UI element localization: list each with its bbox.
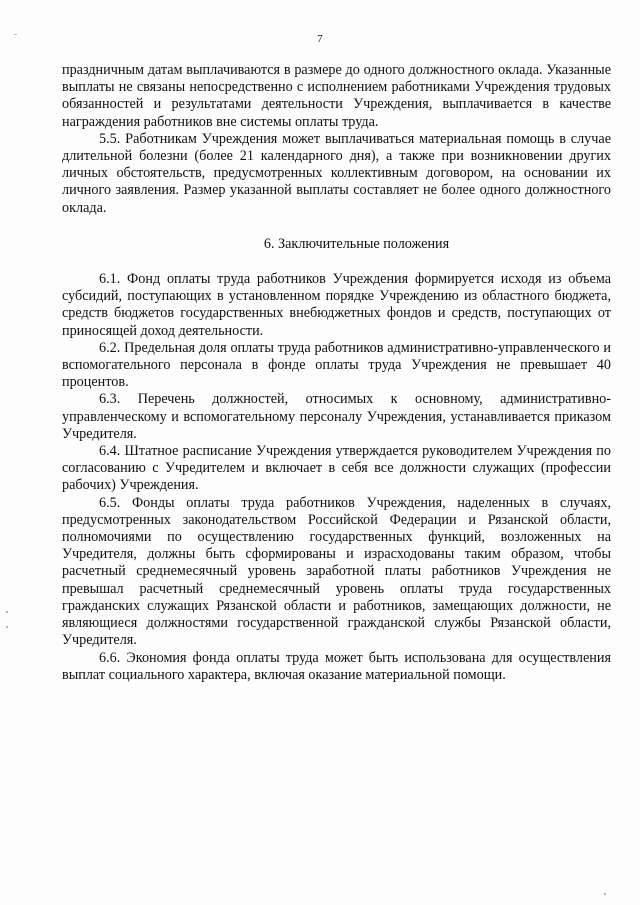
- scan-artifact-dot: [6, 626, 8, 628]
- document-body: [62, 62, 611, 684]
- paragraph-6-6: 6.6. Экономия фонда оплаты труда может быть использована для осуществления выплат социального характера, включая оказание материальной помощи.: [62, 649, 611, 683]
- paragraph-5-5: 5.5. Работникам Учреждения может выплачиваться материальная помощь в случае длительной болезни (более 21 календарного дня), а также при возникновении других личных обстоятельств, предусмотренных коллективным договором, на основании их личного заявления. Размер указанной выплаты составляет не более одного должностного оклада.: [62, 130, 611, 216]
- paragraph-continuation: праздничным датам выплачиваются в размере до одного должностного оклада. Указанные выплаты не связаны непосредственно с исполнением работниками Учреждения трудовых обязанностей и результатами деятельности Учреждения, выплачивается в качестве награждения работников вне системы оплаты труда.: [62, 62, 611, 130]
- paragraph-6-5: 6.5. Фонды оплаты труда работников Учреждения, наделенных в случаях, предусмотренных законодательством Российской Федерации и Рязанской области, полномочиями по осуществлению государственных функций, возложенных на Учредителя, должны быть сформированы и израсходованы таким образом, чтобы расчетный среднемесячный уровень заработной платы работников Учреждения не превышал расчетный среднемесячный уровень оплаты труда государственных гражданских служащих Рязанской области и работников, замещающих должности, не являющиеся должностями государственной гражданской службы Рязанской области, Учредителя.: [62, 494, 611, 649]
- paragraph-6-4: 6.4. Штатное расписание Учреждения утверждается руководителем Учреждения по согласованию с Учредителем и включает в себя все должности служащих (профессии рабочих) Учреждения.: [62, 443, 611, 494]
- paragraph-6-1: 6.1. Фонд оплаты труда работников Учреждения формируется исходя из объема субсидий, поступающих в установленном порядке Учреждению из областного бюджета, средств бюджетов государственных внебюджетных фондов и средств, поступающих от приносящей доход деятельности.: [62, 271, 611, 339]
- paragraph-6-2: 6.2. Предельная доля оплаты труда работников административно-управленческого и вспомогательного персонала в фонде оплаты труда Учреждения не превышает 40 процентов.: [62, 339, 611, 391]
- scan-artifact-dot: [6, 611, 8, 613]
- scan-artifact-dot: [604, 893, 606, 895]
- page-number: 7: [317, 33, 323, 45]
- section-title: 6. Заключительные положения: [263, 235, 450, 252]
- paragraph-6-3: 6.3. Перечень должностей, относимых к основному, административно-управленческому и вспомогательному персоналу Учреждения, устанавливается приказом Учредителя.: [62, 391, 611, 442]
